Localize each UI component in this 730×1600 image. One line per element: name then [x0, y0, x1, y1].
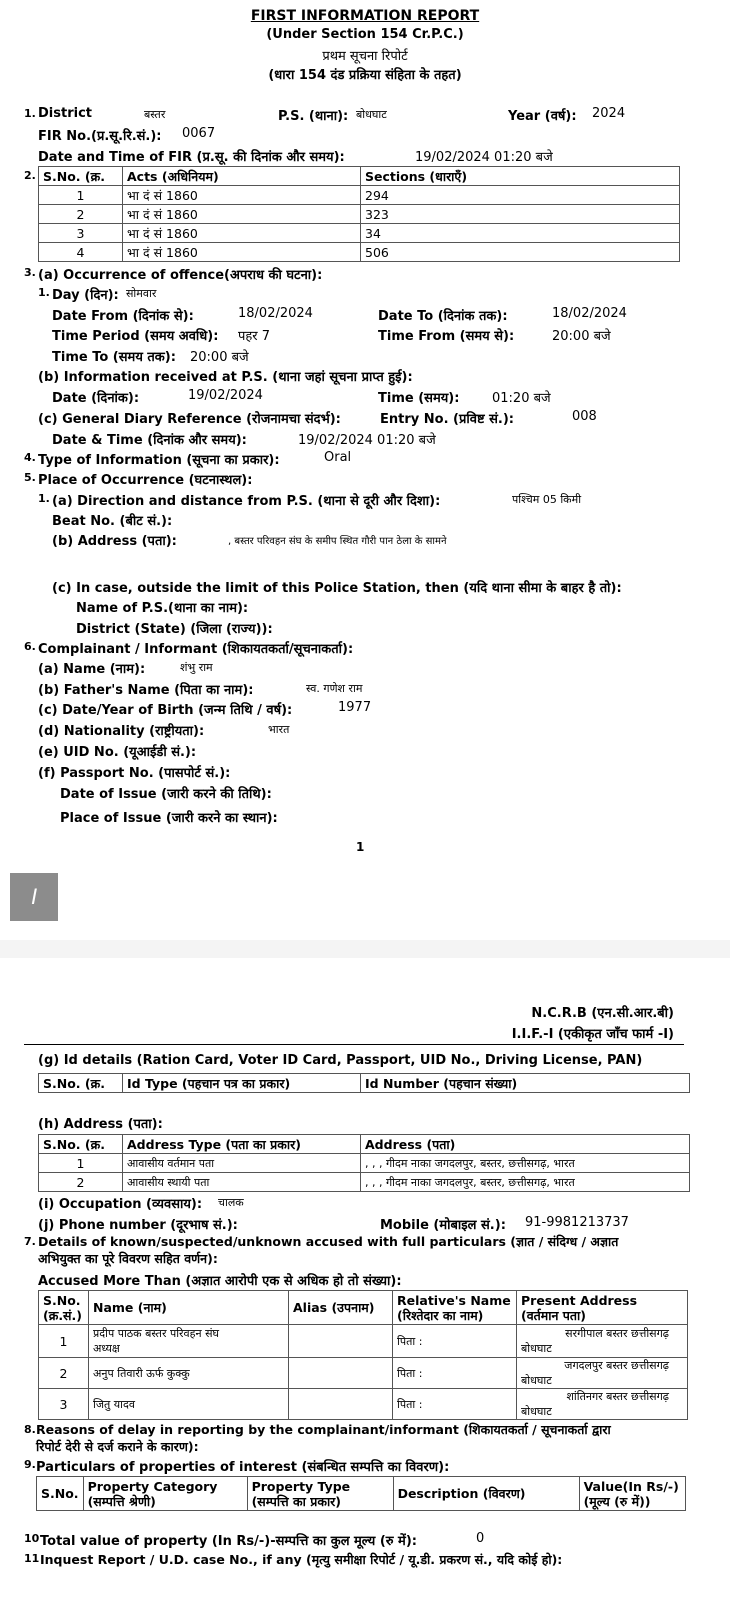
nationality-label: (d) Nationality (राष्ट्रीयता):	[38, 724, 205, 739]
fir-datetime-value: 19/02/2024 01:20 बजे	[415, 150, 553, 165]
report-title: FIRST INFORMATION REPORT	[250, 8, 480, 24]
issue-date-label: Date of Issue (जारी करने की तिथि):	[60, 787, 272, 802]
accused-cell-relative: पिता :	[393, 1389, 517, 1420]
table-row	[39, 1173, 690, 1192]
property-header-value	[579, 1477, 685, 1511]
acts-table	[38, 166, 680, 262]
report-subtitle: (Under Section 154 Cr.P.C.)	[266, 27, 464, 42]
accused-cell-address	[517, 1325, 688, 1358]
accused-table	[38, 1290, 688, 1420]
direction-label: (a) Direction and distance from P.S. (थाना से दूरी और दिशा):	[52, 494, 441, 509]
accused-cell-alias	[289, 1358, 393, 1389]
accused-more-than-label: Accused More Than (अज्ञात आरोपी एक से अधिक हो तो संख्या):	[38, 1274, 402, 1289]
address-cell-sno: 2	[39, 1173, 123, 1192]
acts-cell-act: भा दं सं 1860	[123, 224, 361, 243]
info-time-value: 01:20 बजे	[492, 391, 551, 406]
address-cell-address: , , , गीदम नाका जगदलपुर, बस्तर, छत्तीसगढ़, भारत	[361, 1154, 690, 1173]
date-to-label: Date To (दिनांक तक):	[378, 309, 508, 324]
delay-reason-label: Reasons of delay in reporting by the complainant/informant (शिकायतकर्ता / सूचनाकर्ता द्वारा	[36, 1422, 611, 1437]
text-cursor-icon[interactable]: I	[10, 873, 58, 921]
table-row	[39, 1389, 688, 1420]
acts-header-sno: S.No. (क्र.	[39, 167, 123, 186]
accused-cell-alias	[289, 1325, 393, 1358]
fir-number-label: FIR No.(प्र.सू.रि.सं.):	[38, 129, 162, 144]
iif-label: I.I.F.-I (एकीकृत जाँच फार्म -I)	[511, 1027, 674, 1042]
info-received-heading: (b) Information received at P.S. (थाना जहां सूचना प्राप्त हुई):	[38, 370, 413, 385]
report-title-hindi: प्रथम सूचना रिपोर्ट	[322, 49, 408, 64]
address-cell-sno: 1	[39, 1154, 123, 1173]
accused-cell-relative: पिता :	[393, 1358, 517, 1389]
table-row	[39, 243, 680, 262]
accused-name-line1: प्रदीप पाठक बस्तर परिवहन संघ	[93, 1327, 220, 1340]
section-5-number: 5.	[24, 471, 36, 484]
time-from-value: 20:00 बजे	[552, 329, 611, 344]
acts-cell-act: भा दं सं 1860	[123, 205, 361, 224]
accused-cell-sno: 1	[39, 1325, 89, 1358]
accused-cell-relative: पिता :	[393, 1325, 517, 1358]
ps-value: बोधघाट	[356, 108, 387, 121]
acts-cell-sno: 2	[39, 205, 123, 224]
ps-label: P.S. (थाना):	[278, 109, 349, 124]
occurrence-heading: (a) Occurrence of offence(अपराध की घटना):	[38, 268, 323, 283]
id-header-sno: S.No. (क्र.	[39, 1074, 123, 1093]
accused-name-line2: अध्यक्ष	[93, 1342, 120, 1355]
table-row	[39, 205, 680, 224]
accused-cell-address	[517, 1389, 688, 1420]
fir-number-value: 0067	[182, 126, 216, 141]
year-label: Year (वर्ष):	[508, 109, 577, 124]
address-section-label: (h) Address (पता):	[38, 1117, 163, 1132]
address-value: , बस्तर परिवहन संघ के समीप स्थित गौरी पान ठेला के सामने	[228, 536, 447, 547]
accused-header-relative	[393, 1291, 517, 1325]
acts-cell-act: भा दं सं 1860	[123, 186, 361, 205]
accused-cell-alias	[289, 1389, 393, 1420]
outside-limit-label: (c) In case, outside the limit of this Police Station, then (यदि थाना सीमा के बाहर है तो):	[52, 581, 622, 596]
outside-district-label: District (State) (जिला (राज्य)):	[76, 622, 273, 637]
property-header-type	[247, 1477, 393, 1511]
accused-cell-name: अनुप तिवारी ऊर्फ कुक्कु	[89, 1358, 289, 1389]
accused-details-label-2: अभियुक्त का पूरे विवरण सहित वर्णन):	[38, 1251, 218, 1266]
mobile-label: Mobile (मोबाइल सं.):	[380, 1218, 506, 1233]
accused-header-address-line1: Present Address	[521, 1292, 638, 1308]
delay-reason-label-2: रिपोर्ट देरी से दर्ज कराने के कारण):	[36, 1439, 199, 1454]
acts-cell-act: भा दं सं 1860	[123, 243, 361, 262]
place-of-occurrence-label: Place of Occurrence (घटनास्थल):	[38, 473, 253, 488]
direction-number: 1.	[38, 492, 50, 505]
accused-address-line2: बोधघाट	[521, 1405, 552, 1418]
table-row	[39, 1325, 688, 1358]
section-10-number: 10	[24, 1532, 40, 1545]
page-number: 1	[356, 840, 365, 854]
inquest-report-label: Inquest Report / U.D. case No., if any (मृत्यु समीक्षा रिपोर्ट / यू.डी. प्रकरण सं., यदि कोई हो):	[40, 1552, 563, 1567]
day-label: Day (दिन):	[52, 288, 119, 303]
day-value: सोमवार	[126, 287, 157, 300]
date-from-value: 18/02/2024	[238, 306, 313, 321]
dob-value: 1977	[338, 700, 372, 715]
id-details-table	[38, 1073, 690, 1093]
accused-address-line2: बोधघाट	[521, 1374, 552, 1387]
time-from-label: Time From (समय से):	[378, 329, 515, 344]
property-header-category-line1: Property Category	[87, 1478, 218, 1494]
address-header-type: Address Type (पता का प्रकार)	[123, 1135, 361, 1154]
fir-datetime-label: Date and Time of FIR (प्र.सू. की दिनांक और समय):	[38, 150, 345, 165]
outside-ps-name-label: Name of P.S.(थाना का नाम):	[76, 601, 249, 616]
property-header-category	[83, 1477, 247, 1511]
table-row	[39, 1154, 690, 1173]
nationality-value: भारत	[268, 723, 290, 736]
header-rule	[24, 1044, 684, 1045]
acts-cell-sno: 3	[39, 224, 123, 243]
accused-address-line1: सरगीपाल बस्तर छत्तीसगढ़	[565, 1327, 669, 1340]
phone-label: (j) Phone number (दूरभाष सं.):	[38, 1218, 238, 1233]
complainant-name-value: शंभु राम	[180, 661, 213, 674]
page-separator	[0, 940, 730, 958]
year-value: 2024	[592, 106, 626, 121]
complainant-name-label: (a) Name (नाम):	[38, 662, 146, 677]
properties-table	[36, 1476, 686, 1511]
gd-datetime-value: 19/02/2024 01:20 बजे	[298, 433, 436, 448]
day-number: 1.	[38, 286, 50, 299]
info-type-value: Oral	[324, 450, 352, 465]
property-header-value-line1: Value(In Rs/-)	[583, 1478, 679, 1494]
table-row	[39, 186, 680, 205]
address-table	[38, 1134, 690, 1192]
table-row	[39, 1358, 688, 1389]
address-label: (b) Address (पता):	[52, 534, 177, 549]
father-name-value: स्व. गणेश राम	[306, 682, 363, 695]
date-to-value: 18/02/2024	[552, 306, 627, 321]
section-9-number: 9.	[24, 1458, 36, 1471]
date-from-label: Date From (दिनांक से):	[52, 309, 194, 324]
accused-header-relative-line2: (रिश्तेदार का नाम)	[397, 1307, 484, 1323]
total-value-label: Total value of property (In Rs/-)-सम्पत्ति का कुल मूल्य (रु में):	[40, 1534, 417, 1549]
occupation-label: (i) Occupation (व्यवसाय):	[38, 1197, 203, 1212]
accused-header-address	[517, 1291, 688, 1325]
accused-header-relative-line1: Relative's Name	[397, 1292, 511, 1308]
info-date-label: Date (दिनांक):	[52, 391, 140, 406]
section-7-number: 7.	[24, 1235, 36, 1248]
beat-number-label: Beat No. (बीट सं.):	[52, 514, 173, 529]
entry-number-value: 008	[572, 409, 597, 424]
address-cell-address: , , , गीदम नाका जगदलपुर, बस्तर, छत्तीसगढ़, भारत	[361, 1173, 690, 1192]
section-3-number: 3.	[24, 266, 36, 279]
table-row	[39, 224, 680, 243]
property-header-sno: S.No.	[37, 1477, 84, 1511]
info-date-value: 19/02/2024	[188, 388, 263, 403]
id-header-number: Id Number (पहचान संख्या)	[361, 1074, 690, 1093]
uid-label: (e) UID No. (यूआईडी सं.):	[38, 745, 197, 760]
time-to-value: 20:00 बजे	[190, 350, 249, 365]
father-name-label: (b) Father's Name (पिता का नाम):	[38, 683, 254, 698]
dob-label: (c) Date/Year of Birth (जन्म तिथि / वर्ष):	[38, 703, 293, 718]
general-diary-label: (c) General Diary Reference (रोजनामचा संदर्भ):	[38, 412, 341, 427]
total-value-value: 0	[476, 1531, 485, 1546]
fir-page-2	[0, 958, 730, 1600]
section-4-number: 4.	[24, 451, 36, 464]
accused-header-name: Name (नाम)	[89, 1291, 289, 1325]
issue-place-label: Place of Issue (जारी करने का स्थान):	[60, 811, 278, 826]
id-details-label: (g) Id details (Ration Card, Voter ID Card, Passport, UID No., Driving License, PAN)	[38, 1053, 643, 1068]
accused-details-label: Details of known/suspected/unknown accused with full particulars (ज्ञात / संदिग्ध / अज्ञात	[38, 1234, 619, 1249]
mobile-value: 91-9981213737	[525, 1215, 629, 1230]
property-header-value-line2: (मूल्य (रु में))	[583, 1493, 651, 1509]
property-header-description: Description (विवरण)	[393, 1477, 579, 1511]
section-1-number: 1.	[24, 107, 36, 120]
section-8-number: 8.	[24, 1423, 36, 1436]
acts-cell-section: 323	[361, 205, 680, 224]
accused-cell-sno: 2	[39, 1358, 89, 1389]
time-period-label: Time Period (समय अवधि):	[52, 329, 219, 344]
report-subtitle-hindi: (धारा 154 दंड प्रक्रिया संहिता के तहत)	[268, 68, 462, 83]
acts-cell-section: 34	[361, 224, 680, 243]
accused-cell-name	[89, 1325, 289, 1358]
accused-header-sno-line1: S.No.	[43, 1292, 81, 1308]
address-header-sno: S.No. (क्र.	[39, 1135, 123, 1154]
accused-header-sno-line2: (क्र.सं.)	[43, 1307, 82, 1323]
id-header-type: Id Type (पहचान पत्र का प्रकार)	[123, 1074, 361, 1093]
accused-address-line2: बोधघाट	[521, 1342, 552, 1355]
time-to-label: Time To (समय तक):	[52, 350, 176, 365]
accused-address-line1: जगदलपुर बस्तर छत्तीसगढ़	[564, 1359, 669, 1372]
accused-header-alias: Alias (उपनाम)	[289, 1291, 393, 1325]
property-header-type-line2: (सम्पत्ति का प्रकार)	[251, 1493, 342, 1509]
section-2-number: 2.	[24, 169, 36, 182]
occupation-value: चालक	[218, 1196, 244, 1209]
complainant-label: Complainant / Informant (शिकायतकर्ता/सूचनाकर्ता):	[38, 642, 354, 657]
passport-label: (f) Passport No. (पासपोर्ट सं.):	[38, 766, 231, 781]
district-label: District	[38, 106, 92, 121]
entry-number-label: Entry No. (प्रविष्ट सं.):	[380, 412, 514, 427]
section-6-number: 6.	[24, 640, 36, 653]
gd-datetime-label: Date & Time (दिनांक और समय):	[52, 433, 247, 448]
acts-header-sections: Sections (धाराएँ)	[361, 167, 680, 186]
property-header-type-line1: Property Type	[251, 1478, 351, 1494]
accused-header-sno	[39, 1291, 89, 1325]
accused-cell-sno: 3	[39, 1389, 89, 1420]
info-type-label: Type of Information (सूचना का प्रकार):	[38, 453, 280, 468]
accused-cell-address	[517, 1358, 688, 1389]
direction-value: पश्चिम 05 किमी	[512, 493, 582, 506]
info-time-label: Time (समय):	[378, 391, 460, 406]
properties-label: Particulars of properties of interest (संबन्धित सम्पत्ति का विवरण):	[36, 1460, 450, 1475]
accused-header-address-line2: (वर्तमान पता)	[521, 1307, 586, 1323]
district-value: बस्तर	[144, 108, 166, 121]
accused-cell-name: जितु यादव	[89, 1389, 289, 1420]
acts-cell-section: 294	[361, 186, 680, 205]
property-header-category-line2: (सम्पत्ति श्रेणी)	[87, 1493, 156, 1509]
ncrb-label: N.C.R.B (एन.सी.आर.बी)	[531, 1006, 674, 1021]
time-period-value: पहर 7	[238, 329, 271, 344]
accused-address-line1: शांतिनगर बस्तर छत्तीसगढ़	[566, 1390, 669, 1403]
acts-cell-sno: 1	[39, 186, 123, 205]
section-11-number: 11	[24, 1552, 40, 1565]
address-header-address: Address (पता)	[361, 1135, 690, 1154]
address-cell-type: आवासीय स्थायी पता	[123, 1173, 361, 1192]
address-cell-type: आवासीय वर्तमान पता	[123, 1154, 361, 1173]
acts-cell-sno: 4	[39, 243, 123, 262]
acts-cell-section: 506	[361, 243, 680, 262]
acts-header-acts: Acts (अधिनियम)	[123, 167, 361, 186]
